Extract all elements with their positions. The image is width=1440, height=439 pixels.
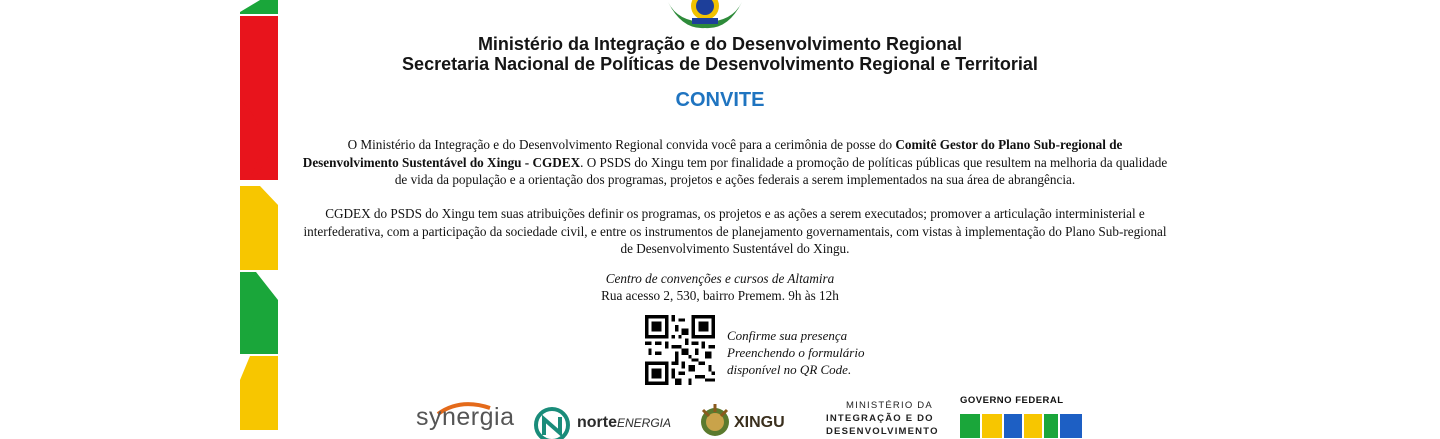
paragraph-1-text-a: O Ministério da Integração e do Desenvolvimento Regional convida você para a cerimônia de posse do (347, 137, 896, 152)
invite-title: CONVITE (675, 89, 765, 111)
invite-paragraph-1 (298, 136, 1172, 189)
rsvp-line-1: Confirme sua presença (727, 328, 848, 343)
coat-of-arms-icon (662, 0, 748, 30)
secretariat-heading: Secretaria Nacional de Políticas de Desenvolvimento Regional e Territorial (402, 54, 1038, 74)
norte-energia-logo (577, 414, 671, 432)
ministry-logo-line-3: DESENVOLVIMENTO (826, 426, 939, 437)
qr-code-icon[interactable] (645, 315, 715, 385)
norte-text: norte (577, 414, 617, 431)
invite-paragraph-2: CGDEX do PSDS do Xingu tem suas atribuições definir os programas, os projetos e as ações a serem executados; promover a articulação interministerial e interfederativa, com a participação da sociedade civil, e entre os instrumentos de planejamento governamentais, com vistas à implementação do Plano Sub-regional de Desenvolvimento Sustentável do Xingu. (303, 206, 1167, 256)
committee-name: Comitê Gestor do Plano Sub-regional de Desenvolvimento Sustentável do Xingu - CGDEX (302, 137, 1123, 170)
ministry-logo-line-1: MINISTÉRIO DA (846, 400, 933, 411)
federal-government-label: GOVERNO FEDERAL (960, 395, 1064, 406)
ministry-logo-line-2: INTEGRAÇÃO E DO (826, 413, 934, 424)
brasil-wordmark-icon (960, 408, 1082, 438)
rsvp-line-2: Preenchendo o formulário (727, 345, 865, 360)
venue-address: Rua acesso 2, 530, bairro Premem. 9h às 12h (601, 288, 839, 303)
synergia-logo: synergia (416, 403, 515, 431)
venue-name: Centro de convenções e cursos de Altamira (605, 271, 835, 286)
norte-energia-icon (532, 405, 572, 439)
energia-text: ENERGIA (617, 416, 672, 430)
ministry-heading: Ministério da Integração e do Desenvolvimento Regional (477, 34, 963, 54)
rsvp-line-3: disponível no QR Code. (727, 362, 852, 377)
paragraph-1-text-c: . O PSDS do Xingu tem por finalidade a promoção de políticas públicas que resultem na melhoria da qualidade de vida da população e a orientação dos programas, projetos e ações federais a serem implementados na sua área de abrangência. (394, 154, 1168, 187)
ministry-logo (826, 399, 939, 438)
xingu-logo: XINGU (734, 414, 785, 431)
rsvp-instructions (727, 327, 864, 378)
xingu-emblem-icon (697, 402, 733, 438)
